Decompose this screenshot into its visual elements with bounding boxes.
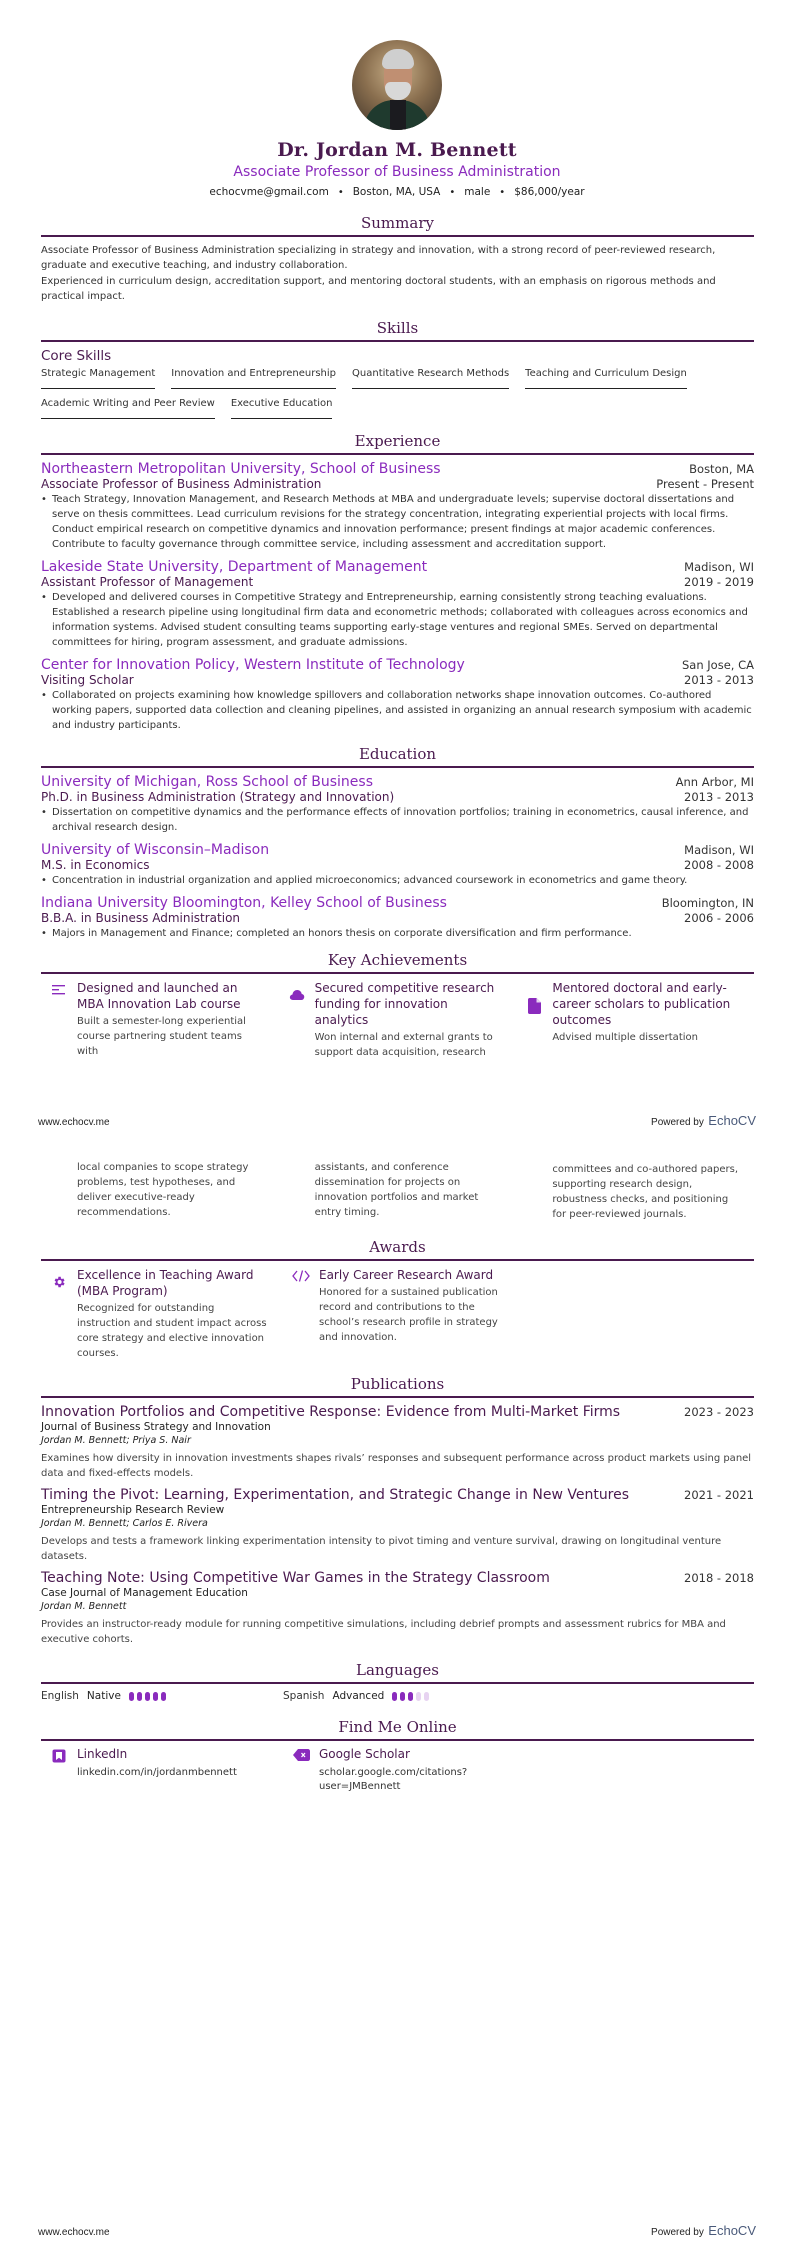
contact-salary: $86,000/year bbox=[514, 186, 585, 198]
education-bullet: • Dissertation on competitive dynamics and the performance effects of innovation portfolios; training in econometrics, causal inference, and archival research design. bbox=[41, 805, 754, 835]
online-url[interactable]: scholar.google.com/citations?user=JMBennett bbox=[319, 1767, 468, 1792]
gear-icon bbox=[41, 1267, 77, 1361]
section-heading: Education bbox=[358, 745, 437, 763]
candidate-title: Associate Professor of Business Administration bbox=[233, 164, 561, 180]
school-name: Indiana University Bloomington, Kelley School of Business bbox=[41, 895, 447, 911]
skill-tag: Strategic Management bbox=[41, 368, 155, 389]
publication-authors: Jordan M. Bennett; Priya S. Nair bbox=[41, 1435, 191, 1446]
language-item bbox=[41, 1690, 283, 1702]
online-url[interactable]: linkedin.com/in/jordanmbennett bbox=[77, 1767, 237, 1778]
job-role: Assistant Professor of Management bbox=[41, 575, 254, 589]
skills-group-title: Core Skills bbox=[41, 348, 112, 364]
job-location: Madison, WI bbox=[684, 560, 754, 574]
page-footer bbox=[0, 2222, 794, 2240]
footer-site-link[interactable]: www.echocv.me bbox=[38, 1117, 110, 1128]
separator: • bbox=[499, 186, 506, 198]
award-title: Excellence in Teaching Award (MBA Program) bbox=[77, 1268, 254, 1298]
achievement-title: Secured competitive research funding for innovation analytics bbox=[314, 981, 495, 1027]
bookmark-icon bbox=[41, 1747, 77, 1794]
education-dates: 2008 - 2008 bbox=[684, 858, 754, 872]
job-dates: Present - Present bbox=[656, 477, 754, 491]
footer-site-link[interactable]: www.echocv.me bbox=[38, 2227, 110, 2238]
award-desc: Recognized for outstanding instruction and student impact across core strategy and elective innovation courses. bbox=[77, 1303, 267, 1359]
online-link-linkedin[interactable] bbox=[41, 1747, 283, 1794]
publication-title: Teaching Note: Using Competitive War Games in the Strategy Classroom bbox=[41, 1570, 550, 1586]
cloud-icon bbox=[279, 980, 315, 1058]
employer-name: Lakeside State University, Department of Management bbox=[41, 559, 428, 575]
achievement-desc: Advised multiple dissertation bbox=[552, 1032, 698, 1043]
section-heading: Experience bbox=[354, 432, 441, 450]
contact-gender: male bbox=[464, 186, 491, 198]
job-location: Boston, MA bbox=[689, 462, 754, 476]
section-divider bbox=[41, 1396, 754, 1398]
job-role: Visiting Scholar bbox=[41, 673, 134, 687]
school-location: Madison, WI bbox=[684, 843, 754, 857]
publication-title: Innovation Portfolios and Competitive Response: Evidence from Multi-Market Firms bbox=[41, 1404, 621, 1420]
employer-name: Northeastern Metropolitan University, School of Business bbox=[41, 461, 441, 477]
job-dates: 2019 - 2019 bbox=[684, 575, 754, 589]
experience-entry bbox=[41, 559, 754, 650]
powered-by-label: Powered by bbox=[651, 2227, 704, 2238]
spacer bbox=[516, 1160, 552, 1232]
candidate-name: Dr. Jordan M. Bennett bbox=[277, 139, 517, 161]
achievement-title: Mentored doctoral and early-career scholars to publication outcomes bbox=[552, 981, 731, 1027]
achievement-card-continued bbox=[279, 1160, 517, 1232]
section-heading: Find Me Online bbox=[338, 1718, 457, 1736]
education-dates: 2013 - 2013 bbox=[684, 790, 754, 804]
skills-section bbox=[41, 319, 754, 428]
publication-desc: Examines how diversity in innovation investments shapes rivals’ responses and subsequent performance across product markets using panel data and fixed-effects models. bbox=[41, 1453, 752, 1479]
contact-line bbox=[0, 186, 794, 198]
publication-dates: 2021 - 2021 bbox=[684, 1488, 754, 1502]
online-link-google-scholar[interactable] bbox=[283, 1747, 525, 1794]
section-heading: Summary bbox=[361, 214, 434, 232]
achievement-desc: assistants, and conference dissemination for projects on innovation portfolios and market entry timing. bbox=[314, 1162, 479, 1218]
publication-dates: 2018 - 2018 bbox=[684, 1571, 754, 1585]
section-divider bbox=[41, 1682, 754, 1684]
award-title: Early Career Research Award bbox=[319, 1268, 494, 1282]
education-entry bbox=[41, 774, 754, 835]
section-heading: Awards bbox=[369, 1238, 426, 1256]
contact-location: Boston, MA, USA bbox=[352, 186, 441, 198]
contact-email[interactable]: echocvme@gmail.com bbox=[209, 186, 329, 198]
spacer bbox=[279, 1160, 315, 1232]
section-heading: Key Achievements bbox=[327, 951, 468, 969]
skill-tag: Quantitative Research Methods bbox=[352, 368, 509, 389]
achievement-desc: local companies to scope strategy problems, test hypotheses, and deliver executive-ready recommendations. bbox=[77, 1162, 249, 1218]
job-location: San Jose, CA bbox=[682, 658, 754, 672]
achievement-title: Designed and launched an MBA Innovation Lab course bbox=[77, 981, 241, 1011]
language-level: Native bbox=[86, 1690, 121, 1702]
brand-logo[interactable]: EchoCV bbox=[708, 1113, 756, 1128]
achievement-card-continued bbox=[516, 1160, 754, 1232]
summary-section bbox=[41, 214, 754, 304]
school-location: Bloomington, IN bbox=[661, 896, 754, 910]
powered-by-label: Powered by bbox=[651, 1117, 704, 1128]
publication-authors: Jordan M. Bennett; Carlos E. Rivera bbox=[41, 1518, 208, 1529]
publication-dates: 2023 - 2023 bbox=[684, 1405, 754, 1419]
language-level: Advanced bbox=[332, 1690, 385, 1702]
job-bullet: • Collaborated on projects examining how knowledge spillovers and collaboration networks shape innovation outcomes. Co-authored working papers, supported data collection and cleaning pipelines, and assisted in organizing an annual research symposium with academic and industry participants. bbox=[41, 688, 754, 733]
section-divider bbox=[41, 972, 754, 974]
publication-entry bbox=[41, 1404, 754, 1481]
online-section bbox=[41, 1718, 754, 1794]
degree: M.S. in Economics bbox=[41, 858, 150, 872]
degree: B.B.A. in Business Administration bbox=[41, 911, 241, 925]
achievement-desc: Built a semester-long experiential course partnering student teams with bbox=[77, 1016, 246, 1057]
job-dates: 2013 - 2013 bbox=[684, 673, 754, 687]
publication-journal: Journal of Business Strategy and Innovation bbox=[41, 1421, 271, 1433]
education-bullet: • Majors in Management and Finance; completed an honors thesis on corporate diversification and firm performance. bbox=[41, 926, 754, 941]
job-role: Associate Professor of Business Administration bbox=[41, 477, 322, 491]
publication-authors: Jordan M. Bennett bbox=[41, 1601, 127, 1612]
publication-desc: Develops and tests a framework linking experimentation intensity to pivot timing and venture survival, drawing on longitudinal venture datasets. bbox=[41, 1536, 722, 1562]
school-name: University of Michigan, Ross School of Business bbox=[41, 774, 373, 790]
section-divider bbox=[41, 340, 754, 342]
publication-journal: Case Journal of Management Education bbox=[41, 1587, 248, 1599]
publication-title: Timing the Pivot: Learning, Experimentation, and Strategic Change in New Ventures bbox=[41, 1487, 630, 1503]
online-label: LinkedIn bbox=[77, 1747, 128, 1761]
publication-entry bbox=[41, 1570, 754, 1647]
section-divider bbox=[41, 453, 754, 455]
award-card bbox=[283, 1267, 525, 1361]
backspace-icon bbox=[283, 1747, 319, 1794]
experience-entry bbox=[41, 657, 754, 733]
education-dates: 2006 - 2006 bbox=[684, 911, 754, 925]
achievement-desc: Won internal and external grants to support data acquisition, research bbox=[314, 1032, 493, 1058]
publications-section bbox=[41, 1375, 754, 1647]
code-icon bbox=[283, 1267, 319, 1361]
achievement-desc: committees and co-authored papers, supporting research design, robustness checks, and positioning for peer-reviewed journals. bbox=[552, 1164, 739, 1220]
separator: • bbox=[337, 186, 344, 198]
brand-logo[interactable]: EchoCV bbox=[708, 2223, 756, 2238]
education-bullet: • Concentration in industrial organization and applied microeconomics; advanced coursework in econometrics and game theory. bbox=[41, 873, 754, 888]
education-entry bbox=[41, 895, 754, 941]
proficiency-dots bbox=[129, 1692, 166, 1701]
award-desc: Honored for a sustained publication record and contributions to the school’s research profile in strategy and innovation. bbox=[319, 1287, 498, 1343]
language-item bbox=[283, 1690, 525, 1702]
publication-entry bbox=[41, 1487, 754, 1564]
skill-tags bbox=[41, 368, 754, 428]
achievement-card-continued bbox=[41, 1160, 279, 1232]
publication-desc: Provides an instructor-ready module for running competitive simulations, including debrief prompts and assessment rubrics for MBA and executive cohorts. bbox=[41, 1619, 726, 1645]
languages-section bbox=[41, 1661, 754, 1702]
awards-section bbox=[41, 1238, 754, 1361]
skill-tag: Academic Writing and Peer Review bbox=[41, 398, 215, 419]
online-label: Google Scholar bbox=[319, 1747, 410, 1761]
section-divider bbox=[41, 766, 754, 768]
school-location: Ann Arbor, MI bbox=[675, 775, 754, 789]
section-divider bbox=[41, 1739, 754, 1741]
file-icon bbox=[516, 980, 552, 1058]
resume-header bbox=[0, 0, 794, 198]
proficiency-dots bbox=[392, 1692, 429, 1701]
school-name: University of Wisconsin–Madison bbox=[41, 842, 270, 858]
job-bullet: • Developed and delivered courses in Competitive Strategy and Entrepreneurship, earning consistently strong teaching evaluations. Established a research pipeline using longitudinal firm data and econometric methods; collaborated with colleagues across economics and information systems. Advised student consulting teams supporting early-stage ventures and regional SMEs. Served on departmental committees for hiring, program assessment, and graduate admissions. bbox=[41, 590, 754, 650]
experience-entry bbox=[41, 461, 754, 552]
education-section bbox=[41, 745, 754, 941]
spacer bbox=[41, 1160, 77, 1232]
avatar bbox=[352, 40, 442, 130]
section-divider bbox=[41, 235, 754, 237]
bars-icon bbox=[41, 980, 77, 1058]
skill-tag: Teaching and Curriculum Design bbox=[525, 368, 687, 389]
award-card bbox=[41, 1267, 283, 1361]
section-heading: Languages bbox=[356, 1661, 439, 1679]
section-heading: Skills bbox=[376, 319, 419, 337]
achievement-card bbox=[41, 980, 279, 1058]
skill-tag: Executive Education bbox=[231, 398, 333, 419]
page-footer bbox=[0, 1112, 794, 1130]
skill-tag: Innovation and Entrepreneurship bbox=[171, 368, 336, 389]
publication-journal: Entrepreneurship Research Review bbox=[41, 1504, 225, 1516]
achievements-continued bbox=[41, 1160, 754, 1232]
section-divider bbox=[41, 1259, 754, 1261]
section-heading: Publications bbox=[350, 1375, 445, 1393]
experience-section bbox=[41, 432, 754, 733]
separator: • bbox=[449, 186, 456, 198]
job-bullet: • Teach Strategy, Innovation Management, and Research Methods at MBA and undergraduate levels; supervise doctoral dissertations and serve on thesis committees. Lead curriculum revisions for the strategy concentration, integrating experiential projects with local firms. Conduct empirical research on competitive dynamics and innovation performance; present findings at major academic conferences. Contribute to faculty governance through committee service, including assessment and accreditation support. bbox=[41, 492, 754, 552]
education-entry bbox=[41, 842, 754, 888]
summary-paragraph: Associate Professor of Business Administration specializing in strategy and innovation, with a strong record of peer-reviewed research, graduate and executive teaching, and industry collaboration. bbox=[41, 245, 716, 271]
language-name: English bbox=[41, 1690, 79, 1702]
summary-paragraph: Experienced in curriculum design, accreditation support, and mentoring doctoral students, with an emphasis on rigorous methods and practical impact. bbox=[41, 276, 716, 302]
achievements-section bbox=[41, 951, 754, 1058]
degree: Ph.D. in Business Administration (Strategy and Innovation) bbox=[41, 790, 395, 804]
language-name: Spanish bbox=[283, 1690, 325, 1702]
achievement-card bbox=[516, 980, 754, 1058]
employer-name: Center for Innovation Policy, Western Institute of Technology bbox=[41, 657, 465, 673]
achievement-card bbox=[279, 980, 517, 1058]
